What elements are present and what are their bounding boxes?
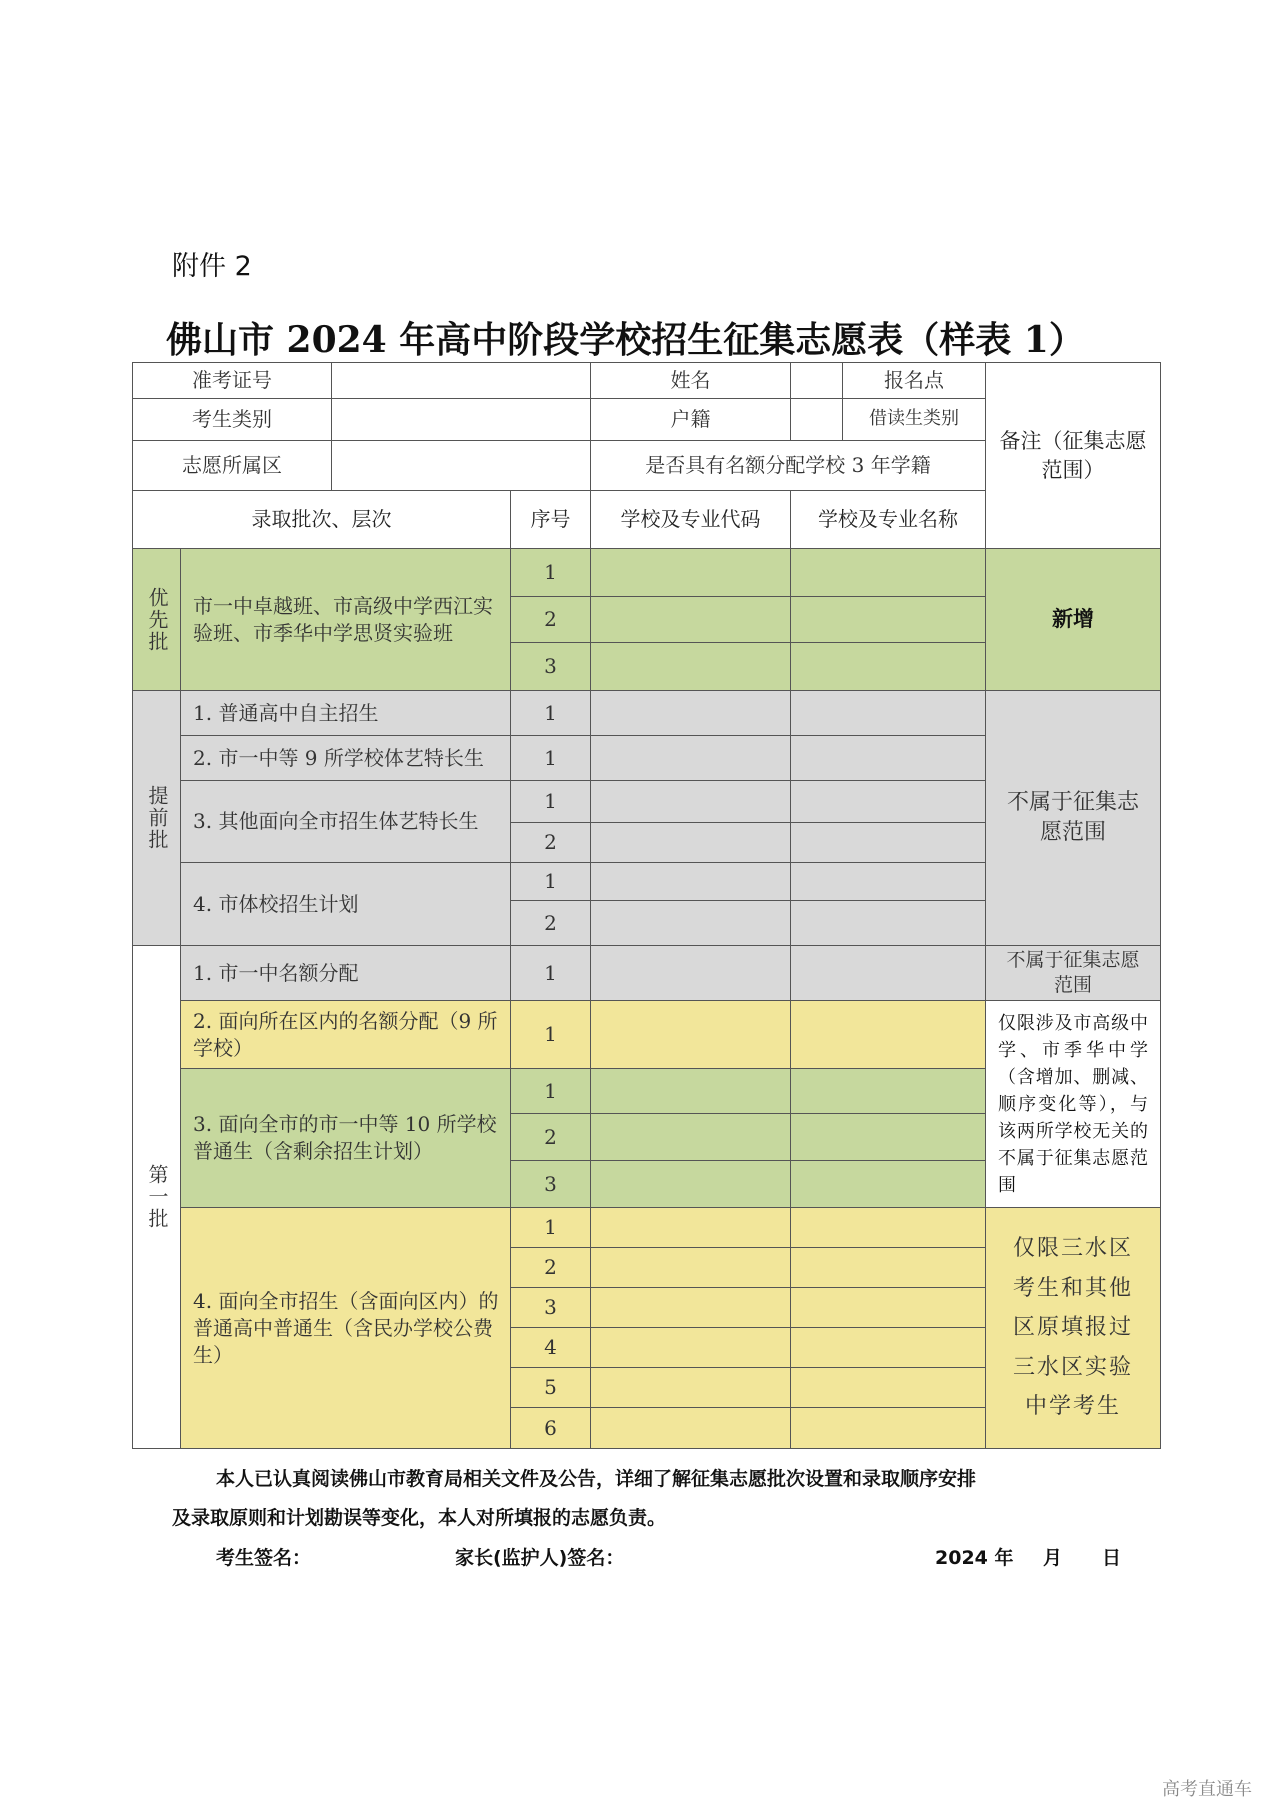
code-input[interactable] — [590, 945, 791, 1001]
school-name-input[interactable] — [790, 548, 986, 597]
remarks-header: 备注（征集志愿范围） — [985, 362, 1161, 549]
school-name-input[interactable] — [790, 1160, 986, 1208]
seq-header: 序号 — [510, 490, 591, 549]
school-name-input[interactable] — [790, 945, 986, 1001]
school-name-input[interactable] — [790, 780, 986, 823]
school-name-input[interactable] — [790, 862, 986, 901]
seq-cell: 6 — [510, 1407, 591, 1449]
code-input[interactable] — [590, 900, 791, 946]
seq-cell: 1 — [510, 690, 591, 736]
quota-status-label: 是否具有名额分配学校 3 年学籍 — [590, 440, 986, 491]
district-label: 志愿所属区 — [132, 440, 332, 491]
declaration-line-1: 本人已认真阅读佛山市教育局相关文件及公告，详细了解征集志愿批次设置和录取顺序安排 — [216, 1468, 977, 1490]
school-name-input[interactable] — [790, 1207, 986, 1248]
school-name-input[interactable] — [790, 900, 986, 946]
parent-signature-label: 家长(监护人)签名： — [455, 1547, 625, 1569]
code-input[interactable] — [590, 1367, 791, 1408]
district-field[interactable] — [331, 440, 591, 491]
code-input[interactable] — [590, 1160, 791, 1208]
candidate-signature-label: 考生签名： — [216, 1547, 312, 1569]
priority-group-label: 市一中卓越班、市高级中学西江实验班、市季华中学思贤实验班 — [180, 548, 511, 691]
seq-cell: 1 — [510, 1207, 591, 1248]
seq-cell: 1 — [510, 1068, 591, 1114]
seq-cell: 3 — [510, 1287, 591, 1328]
seq-cell: 1 — [510, 735, 591, 781]
code-input[interactable] — [590, 780, 791, 823]
exam-number-field[interactable] — [331, 362, 591, 399]
seq-cell: 1 — [510, 862, 591, 901]
early-remark: 不属于征集志愿范围 — [985, 690, 1161, 946]
household-field[interactable] — [790, 398, 843, 441]
candidate-type-field[interactable] — [331, 398, 591, 441]
code-input[interactable] — [590, 548, 791, 597]
attachment-label: 附件 2 — [172, 251, 252, 282]
seq-cell: 2 — [510, 822, 591, 863]
seq-cell: 1 — [510, 1000, 591, 1069]
seq-cell: 2 — [510, 1247, 591, 1288]
seq-cell: 2 — [510, 1113, 591, 1161]
code-input[interactable] — [590, 596, 791, 643]
batch-early-label: 提前批 — [132, 690, 181, 946]
first-group-1-label: 1. 市一中名额分配 — [180, 945, 511, 1001]
first-group-4-remark: 仅限三水区考生和其他区原填报过三水区实验中学考生 — [985, 1207, 1161, 1449]
seq-cell: 1 — [510, 548, 591, 597]
code-input[interactable] — [590, 822, 791, 863]
school-name-header: 学校及专业名称 — [790, 490, 986, 549]
seq-cell: 3 — [510, 642, 591, 691]
school-name-input[interactable] — [790, 642, 986, 691]
school-name-input[interactable] — [790, 735, 986, 781]
code-input[interactable] — [590, 735, 791, 781]
seq-cell: 5 — [510, 1367, 591, 1408]
name-field[interactable] — [790, 362, 843, 399]
code-input[interactable] — [590, 1407, 791, 1449]
school-name-input[interactable] — [790, 596, 986, 643]
school-name-input[interactable] — [790, 1367, 986, 1408]
seq-cell: 2 — [510, 596, 591, 643]
first-group-4-label: 4. 面向全市招生（含面向区内）的普通高中普通生（含民办学校公费生） — [180, 1207, 511, 1449]
school-name-input[interactable] — [790, 1407, 986, 1449]
borrowing-type-label: 借读生类别 — [842, 398, 986, 441]
code-input[interactable] — [590, 1287, 791, 1328]
school-name-input[interactable] — [790, 1327, 986, 1368]
early-group-1-label: 1. 普通高中自主招生 — [180, 690, 511, 736]
batch-level-header: 录取批次、层次 — [132, 490, 511, 549]
date-year: 2024 年 — [935, 1547, 1014, 1569]
early-group-4-label: 4. 市体校招生计划 — [180, 862, 511, 946]
code-input[interactable] — [590, 690, 791, 736]
code-input[interactable] — [590, 642, 791, 691]
name-label: 姓名 — [590, 362, 791, 399]
first-group-2-3-remark: 仅限涉及市高级中学、市季华中学（含增加、删减、顺序变化等），与该两所学校无关的不属于征集志愿范围 — [985, 1000, 1161, 1208]
date-month: 月 — [1043, 1547, 1063, 1569]
batch-first-label: 第一批 — [132, 945, 181, 1449]
school-name-input[interactable] — [790, 1000, 986, 1069]
code-input[interactable] — [590, 1068, 791, 1114]
seq-cell: 3 — [510, 1160, 591, 1208]
priority-remark: 新增 — [985, 548, 1161, 691]
seq-cell: 1 — [510, 945, 591, 1001]
early-group-2-label: 2. 市一中等 9 所学校体艺特长生 — [180, 735, 511, 781]
school-name-input[interactable] — [790, 1068, 986, 1114]
code-input[interactable] — [590, 862, 791, 901]
first-group-1-remark: 不属于征集志愿范围 — [985, 945, 1161, 1001]
candidate-type-label: 考生类别 — [132, 398, 332, 441]
school-name-input[interactable] — [790, 1247, 986, 1288]
household-label: 户籍 — [590, 398, 791, 441]
code-input[interactable] — [590, 1327, 791, 1368]
code-input[interactable] — [590, 1113, 791, 1161]
code-input[interactable] — [590, 1247, 791, 1288]
watermark: 高考直通车 — [1162, 1779, 1252, 1800]
school-name-input[interactable] — [790, 822, 986, 863]
batch-priority-label: 优先批 — [132, 548, 181, 691]
code-input[interactable] — [590, 1000, 791, 1069]
school-name-input[interactable] — [790, 1287, 986, 1328]
first-group-2-label: 2. 面向所在区内的名额分配（9 所学校） — [180, 1000, 511, 1069]
seq-cell: 4 — [510, 1327, 591, 1368]
first-group-3-label: 3. 面向全市的市一中等 10 所学校普通生（含剩余招生计划） — [180, 1068, 511, 1208]
seq-cell: 1 — [510, 780, 591, 823]
exam-number-label: 准考证号 — [132, 362, 332, 399]
date-day: 日 — [1102, 1547, 1122, 1569]
code-header: 学校及专业代码 — [590, 490, 791, 549]
code-input[interactable] — [590, 1207, 791, 1248]
school-name-input[interactable] — [790, 690, 986, 736]
declaration-line-2: 及录取原则和计划勘误等变化，本人对所填报的志愿负责。 — [172, 1507, 667, 1529]
seq-cell: 2 — [510, 900, 591, 946]
registration-site-label: 报名点 — [842, 362, 986, 399]
school-name-input[interactable] — [790, 1113, 986, 1161]
page-title: 佛山市 2024 年高中阶段学校招生征集志愿表（样表 1） — [166, 319, 1085, 361]
early-group-3-label: 3. 其他面向全市招生体艺特长生 — [180, 780, 511, 863]
